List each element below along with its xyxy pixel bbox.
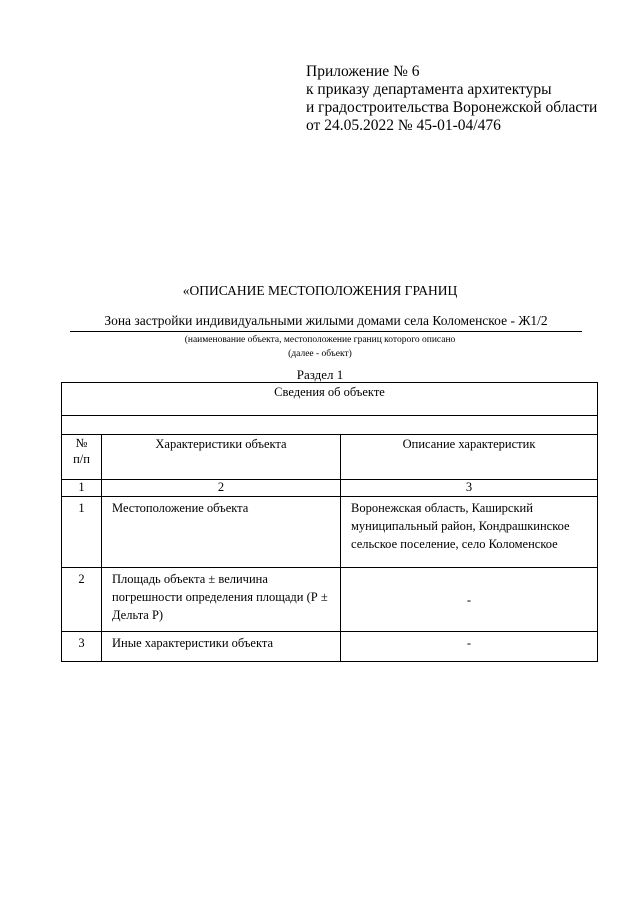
row-characteristic: Местоположение объекта <box>102 497 341 568</box>
table-header-row <box>62 435 598 480</box>
header-num-label: № п/п <box>73 436 90 466</box>
table-row <box>62 497 598 568</box>
appendix-line-3: и градостроительства Воронежской области <box>306 99 598 116</box>
header-characteristic: Характеристики объекта <box>102 435 341 480</box>
underline-divider <box>70 331 582 332</box>
object-name-caption-1: (наименование объекта, местоположение границ которого описано <box>184 335 456 345</box>
column-number-3: 3 <box>341 480 598 497</box>
table-title-row <box>62 383 598 416</box>
document-title: «ОПИСАНИЕ МЕСТОПОЛОЖЕНИЯ ГРАНИЦ <box>182 283 458 298</box>
row-number: 3 <box>62 632 102 662</box>
column-number-1: 1 <box>62 480 102 497</box>
row-number: 2 <box>62 568 102 632</box>
object-name: Зона застройки индивидуальными жилыми домами села Коломенское - Ж1/2 <box>104 313 548 328</box>
row-description: - <box>341 632 598 662</box>
object-info-table <box>61 382 598 662</box>
table-title: Сведения об объекте <box>62 383 598 416</box>
row-description: Воронежская область, Каширский муниципальный район, Кондрашкинское сельское поселение, село Коломенское <box>341 497 598 568</box>
appendix-line-1: Приложение № 6 <box>306 63 420 80</box>
row-characteristic: Иные характеристики объекта <box>102 632 341 662</box>
table-empty-row <box>62 416 598 435</box>
header-description: Описание характеристик <box>341 435 598 480</box>
column-number-row <box>62 480 598 497</box>
row-number: 1 <box>62 497 102 568</box>
row-description: - <box>341 568 598 632</box>
empty-cell <box>62 416 598 435</box>
header-num <box>62 435 102 480</box>
object-name-caption-2: (далее - объект) <box>288 349 352 359</box>
section-heading: Раздел 1 <box>296 367 344 382</box>
table-row <box>62 568 598 632</box>
row-characteristic: Площадь объекта ± величина погрешности определения площади (Р ± Дельта Р) <box>102 568 341 632</box>
table-row <box>62 632 598 662</box>
appendix-line-4: от 24.05.2022 № 45-01-04/476 <box>306 117 501 134</box>
appendix-line-2: к приказу департамента архитектуры <box>306 81 552 98</box>
column-number-2: 2 <box>102 480 341 497</box>
appendix-block <box>306 63 597 135</box>
